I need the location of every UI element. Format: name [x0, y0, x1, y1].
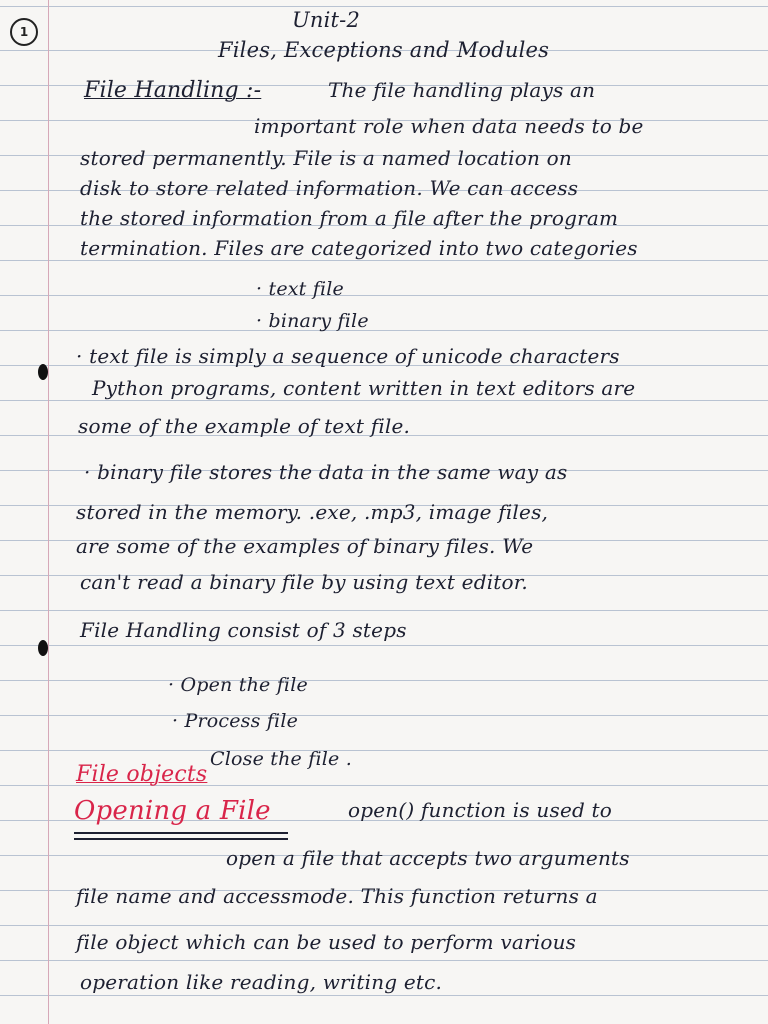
category-item: · text file — [256, 278, 344, 300]
text-line: file object which can be used to perform various — [76, 930, 577, 954]
category-item: · binary file — [256, 310, 369, 332]
text-line: open a file that accepts two arguments — [226, 846, 630, 870]
text-line: · binary file stores the data in the same way as — [84, 460, 568, 484]
text-line: the stored information from a file after the program — [80, 206, 619, 230]
page-number: 1 — [10, 18, 38, 46]
heading-underline — [74, 832, 288, 834]
heading-underline — [74, 838, 288, 840]
text-line: operation like reading, writing etc. — [80, 970, 443, 994]
steps-intro: File Handling consist of 3 steps — [80, 618, 407, 642]
text-line: · text file is simply a sequence of unicode characters — [76, 344, 620, 368]
text-line: termination. Files are categorized into two categories — [80, 236, 638, 260]
file-handling-heading: File Handling :- — [84, 78, 262, 103]
text-line: stored in the memory. .exe, .mp3, image files, — [76, 500, 549, 524]
step-item: · Process file — [172, 710, 299, 732]
text-line: open() function is used to — [348, 798, 613, 822]
text-line: important role when data needs to be — [254, 114, 644, 138]
text-line: some of the example of text file. — [78, 414, 411, 438]
file-objects-heading: File objects — [76, 762, 208, 787]
text-line: can't read a binary file by using text editor. — [80, 570, 528, 594]
text-line: disk to store related information. We can access — [80, 176, 579, 200]
page-subtitle: Files, Exceptions and Modules — [218, 38, 550, 62]
binder-hole — [38, 364, 48, 380]
step-item: · Open the file — [168, 674, 308, 696]
text-line: The file handling plays an — [328, 78, 596, 102]
step-item: Close the file . — [210, 748, 352, 770]
text-line: Python programs, content written in text editors are — [92, 376, 636, 400]
text-line: are some of the examples of binary files. We — [76, 534, 534, 558]
binder-hole — [38, 640, 48, 656]
opening-file-heading: Opening a File — [74, 796, 271, 826]
unit-title: Unit-2 — [292, 8, 361, 32]
text-line: file name and accessmode. This function returns a — [76, 884, 598, 908]
text-line: stored permanently. File is a named location on — [80, 146, 572, 170]
margin-line — [48, 0, 49, 1024]
